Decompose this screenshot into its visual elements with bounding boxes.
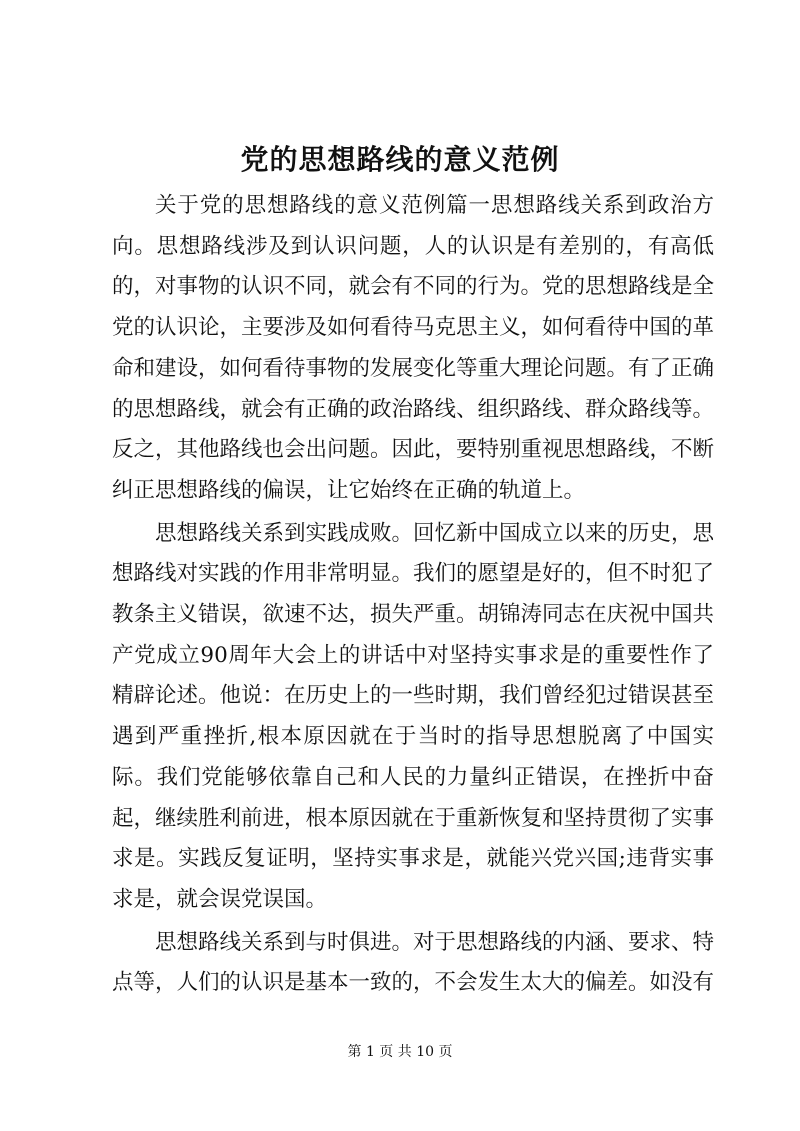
- document-body: [112, 186, 714, 1004]
- paragraph-3: 思想路线关系到与时俱进。对于思想路线的内涵、要求、特点等，人们的认识是基本一致的，不会发生太大的偏差。如没有: [112, 929, 715, 996]
- page-footer: 第 1 页 共 10 页: [347, 1044, 453, 1060]
- document-title: 党的思想路线的意义范例: [240, 143, 560, 176]
- paragraph-2: 思想路线关系到实践成败。回忆新中国成立以来的历史，思想路线对实践的作用非常明显。我们的愿望是好的，但不时犯了教条主义错误，欲速不达，损失严重。胡锦涛同志在庆祝中国共产党成立90周年大会上的讲话中对坚持实事求是的重要性作了精辟论述。他说：在历史上的一些时期，我们曾经犯过错误甚至遇到严重挫折,根本原因就在于当时的指导思想脱离了中国实际。我们党能够依靠自己和人民的力量纠正错误，在挫折中奋起，继续胜利前进，根本原因就在于重新恢复和坚持贯彻了实事求是。实践反复证明，坚持实事求是，就能兴党兴国;违背实事求是，就会误党误国。: [112, 520, 715, 912]
- paragraph-1: 关于党的思想路线的意义范例篇一思想路线关系到政治方向。思想路线涉及到认识问题，人的认识是有差别的，有高低的，对事物的认识不同，就会有不同的行为。党的思想路线是全党的认识论，主要涉及如何看待马克思主义，如何看待中国的革命和建设，如何看待事物的发展变化等重大理论问题。有了正确的思想路线，就会有正确的政治路线、组织路线、群众路线等。反之，其他路线也会出问题。因此，要特别重视思想路线，不断纠正思想路线的偏误，让它始终在正确的轨道上。: [112, 193, 715, 503]
